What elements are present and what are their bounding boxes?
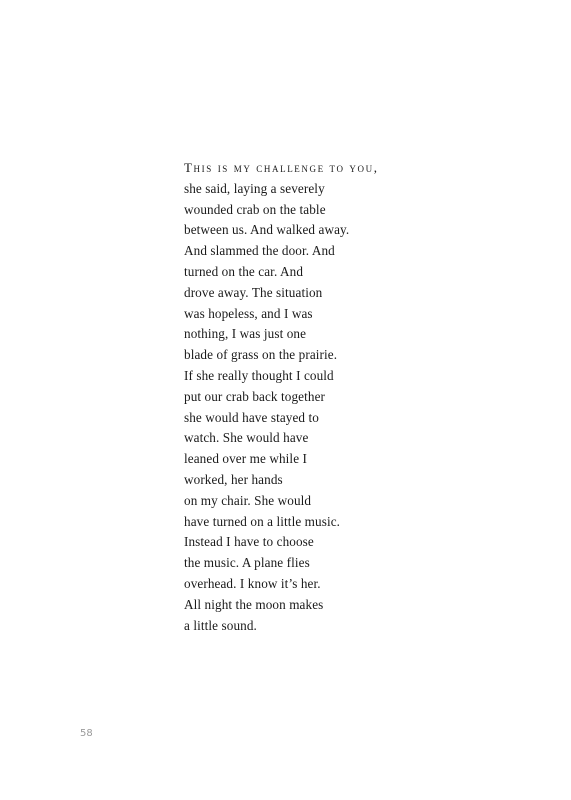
poem-line: put our crab back together: [184, 388, 326, 404]
poem-line: blade of grass on the prairie.: [184, 347, 338, 363]
poem-line: wounded crab on the table: [184, 201, 326, 217]
poem-body: [184, 158, 444, 636]
poem-line: worked, her hands: [184, 471, 283, 487]
poem-line: leaned over me while I: [184, 451, 308, 467]
poem-line: have turned on a little music.: [184, 513, 341, 529]
poem-line: nothing, I was just one: [184, 326, 307, 342]
poem-line: she said, laying a severely: [184, 180, 325, 196]
poem-line: Instead I have to choose: [184, 534, 314, 550]
poem-line: between us. And walked away.: [184, 222, 350, 238]
poem-line: was hopeless, and I was: [184, 305, 313, 321]
poem-line: she would have stayed to: [184, 409, 319, 425]
poem-line: watch. She would have: [184, 430, 309, 446]
poem-line: This is my challenge to you,: [184, 160, 379, 175]
poem-line: the music. A plane flies: [184, 555, 310, 571]
poem-line: If she really thought I could: [184, 367, 334, 383]
poem-line: a little sound.: [184, 617, 257, 633]
poem-line: And slammed the door. And: [184, 243, 335, 259]
poem-line: drove away. The situation: [184, 284, 323, 300]
poem-line: overhead. I know it’s her.: [184, 575, 321, 591]
poem-line: on my chair. She would: [184, 492, 312, 508]
poem-line: All night the moon makes: [184, 596, 324, 612]
poem-line: turned on the car. And: [184, 263, 304, 279]
page-number: 58: [80, 728, 93, 739]
